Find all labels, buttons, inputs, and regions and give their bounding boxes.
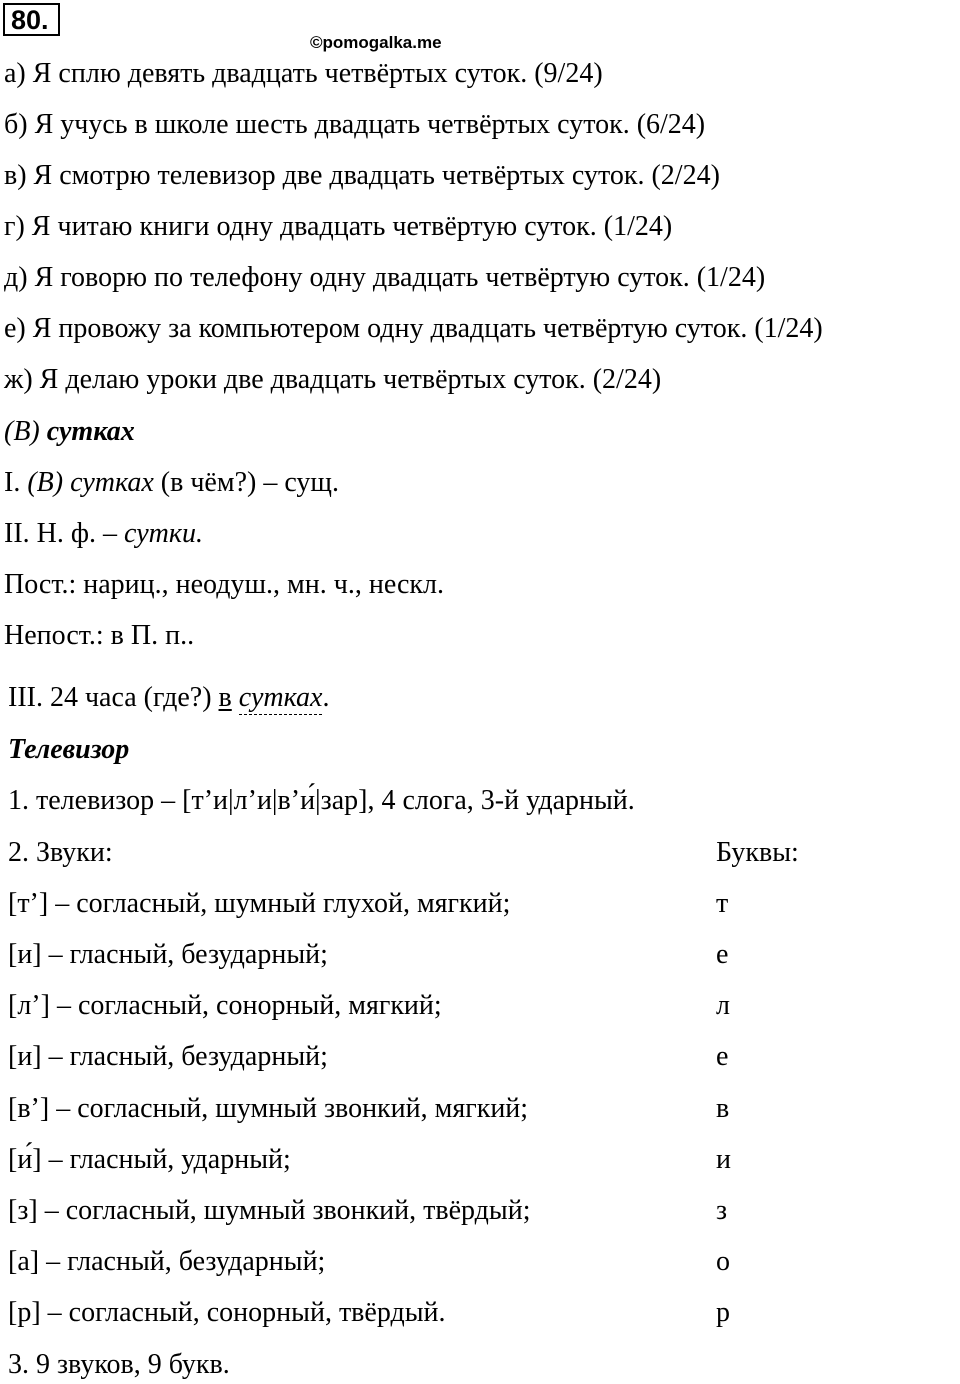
sentence-v: в) Я смотрю телевизор две двадцать четвёртых суток. (2/24): [4, 160, 720, 191]
sounds-header: 2. Звуки:: [8, 837, 113, 868]
morph-line-5-word: сутках: [238, 682, 323, 713]
sound-row-8: [а] – гласный, безударный;: [8, 1246, 326, 1277]
morph-heading: [4, 415, 135, 449]
morph-line-5-prep: в: [218, 682, 232, 713]
morph-heading-word: сутках: [46, 416, 135, 447]
phonetic-summary: 3. 9 звуков, 9 букв.: [8, 1349, 230, 1380]
sound-row-9: [р] – согласный, сонорный, твёрдый.: [8, 1297, 446, 1328]
sentence-b: б) Я учусь в школе шесть двадцать четвёртых суток. (6/24): [4, 109, 706, 140]
phonetic-heading: Телевизор: [8, 734, 130, 765]
morph-line-2-prefix: II. Н. ф. –: [4, 518, 118, 549]
letter-2: е: [716, 939, 729, 970]
letter-7: з: [716, 1195, 728, 1226]
letter-6: и: [716, 1144, 731, 1175]
letters-header: Буквы:: [716, 837, 799, 868]
letter-5: в: [716, 1093, 730, 1124]
morph-line-3: Пост.: нариц., неодуш., мн. ч., нескл.: [4, 569, 444, 600]
sentence-e: е) Я провожу за компьютером одну двадцать четвёртую суток. (1/24): [4, 313, 823, 344]
letter-4: е: [716, 1041, 729, 1072]
sound-row-3: [л’] – согласный, сонорный, мягкий;: [8, 990, 442, 1021]
letter-9: р: [716, 1297, 730, 1328]
exercise-number: 80.: [3, 3, 60, 36]
sentence-a: а) Я сплю девять двадцать четвёртых суток. (9/24): [4, 58, 603, 89]
watermark: ©pomogalka.me: [310, 33, 442, 52]
morph-line-5-prefix: III. 24 часа (где?): [8, 682, 212, 713]
morph-line-1-rest: (в чём?) – сущ.: [160, 467, 339, 498]
sound-row-6: [и́] – гласный, ударный;: [8, 1144, 291, 1175]
morph-line-5: [8, 681, 329, 715]
morph-line-1-num: I.: [4, 467, 21, 498]
sentence-zh: ж) Я делаю уроки две двадцать четвёртых суток. (2/24): [4, 364, 662, 395]
morph-line-4: Непост.: в П. п..: [4, 620, 195, 651]
morph-line-2: [4, 517, 203, 551]
letter-1: т: [716, 888, 729, 919]
morph-heading-prep: (В): [4, 416, 40, 447]
sound-row-7: [з] – согласный, шумный звонкий, твёрдый;: [8, 1195, 531, 1226]
letter-3: л: [716, 990, 730, 1021]
sentence-g: г) Я читаю книги одну двадцать четвёртую суток. (1/24): [4, 211, 673, 242]
sound-row-4: [и] – гласный, безударный;: [8, 1041, 328, 1072]
sound-row-5: [в’] – согласный, шумный звонкий, мягкий;: [8, 1093, 529, 1124]
sentence-d: д) Я говорю по телефону одну двадцать четвёртую суток. (1/24): [4, 262, 766, 293]
morph-line-1-word: (В) сутках: [27, 467, 154, 498]
morph-line-1: [4, 466, 339, 500]
sound-row-2: [и] – гласный, безударный;: [8, 939, 328, 970]
sound-row-1: [т’] – согласный, шумный глухой, мягкий;: [8, 888, 511, 919]
letter-8: о: [716, 1246, 730, 1277]
morph-line-2-word: сутки.: [124, 518, 203, 549]
morph-line-5-end: .: [322, 682, 330, 713]
phonetic-line-1: 1. телевизор – [т’и|л’и|в’и́|зар], 4 слога, 3-й ударный.: [8, 785, 635, 816]
